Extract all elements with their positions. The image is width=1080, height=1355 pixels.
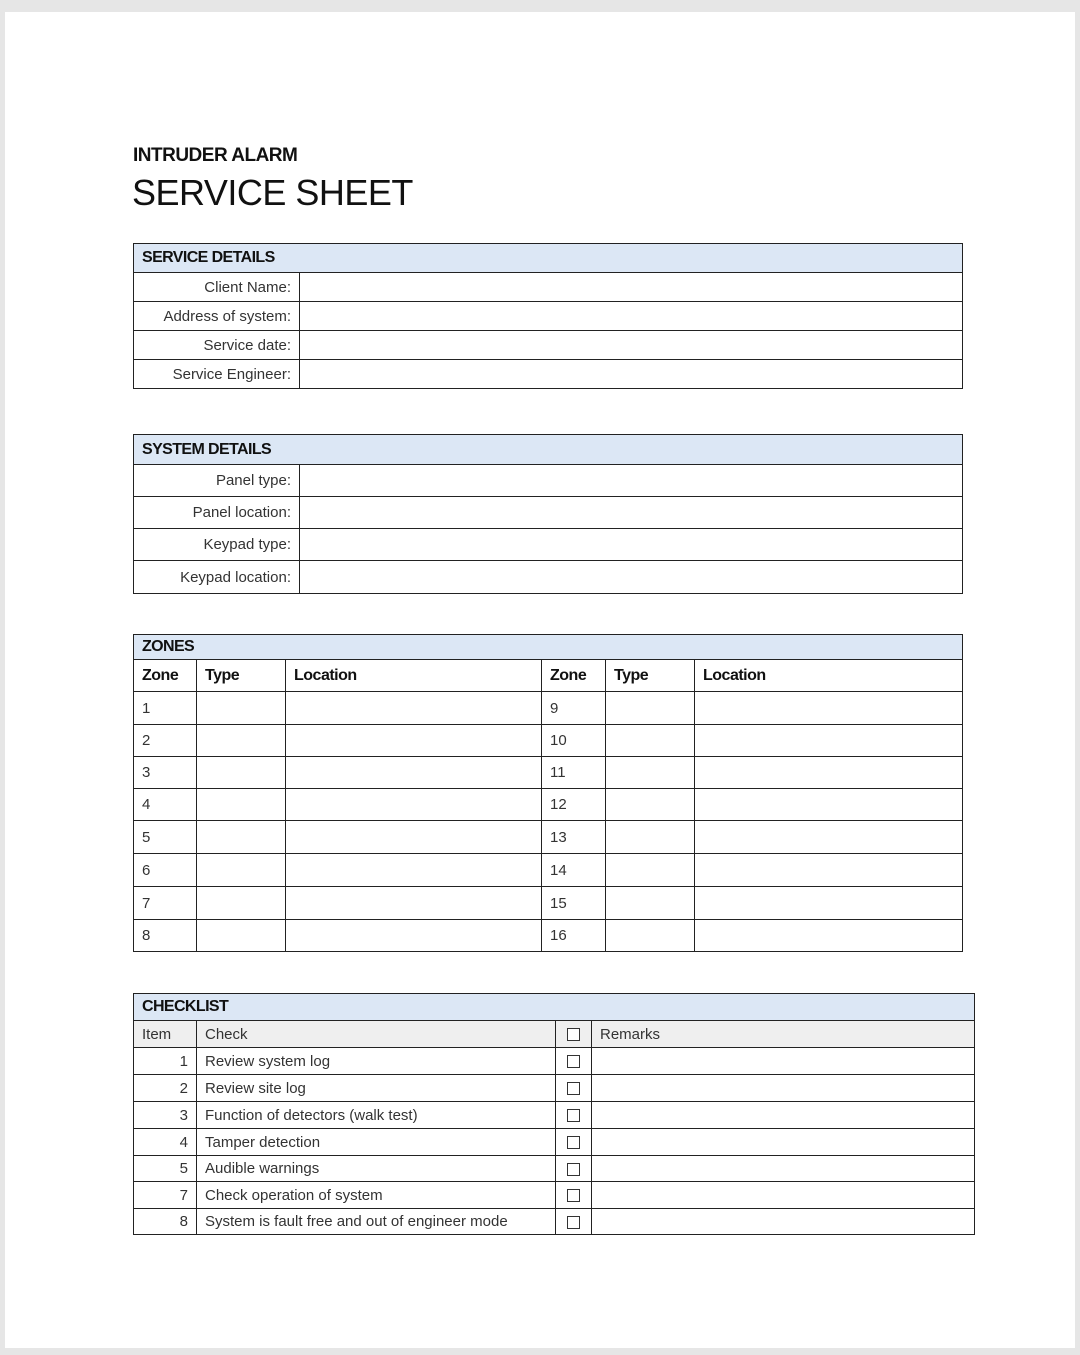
table-row [134, 789, 963, 821]
zone-number: 6 [134, 854, 197, 887]
zone-type-cell[interactable] [197, 920, 286, 952]
zone-number: 4 [134, 789, 197, 821]
zone-number: 9 [542, 692, 606, 725]
checkbox-column-header [556, 1021, 592, 1048]
table-row [134, 725, 963, 757]
checkbox-icon [567, 1028, 580, 1041]
checklist-row [134, 1129, 975, 1156]
panel-location-field[interactable] [300, 497, 963, 529]
client-name-label: Client Name: [134, 273, 300, 302]
zone-number: 10 [542, 725, 606, 757]
checklist-row [134, 1102, 975, 1129]
zone-number: 11 [542, 757, 606, 789]
item-number: 3 [134, 1102, 197, 1129]
zone-number: 7 [134, 887, 197, 920]
zone-column-header: Zone [542, 660, 606, 692]
zone-location-cell[interactable] [286, 887, 542, 920]
checklist-row [134, 1156, 975, 1182]
zone-location-cell[interactable] [695, 789, 963, 821]
keypad-type-label: Keypad type: [134, 529, 300, 561]
zone-type-cell[interactable] [606, 725, 695, 757]
remarks-cell[interactable] [592, 1129, 975, 1156]
service-details-table [133, 243, 963, 389]
zone-number: 1 [134, 692, 197, 725]
remarks-column-header: Remarks [592, 1021, 975, 1048]
zone-type-cell[interactable] [197, 854, 286, 887]
system-details-table [133, 434, 963, 594]
zone-location-cell[interactable] [695, 854, 963, 887]
check-text: System is fault free and out of engineer mode [197, 1209, 556, 1235]
remarks-cell[interactable] [592, 1209, 975, 1235]
zone-location-cell[interactable] [286, 854, 542, 887]
remarks-cell[interactable] [592, 1075, 975, 1102]
service-details-heading: SERVICE DETAILS [134, 244, 963, 273]
address-of-system-field[interactable] [300, 302, 963, 331]
checkbox[interactable] [567, 1163, 580, 1176]
checkbox[interactable] [567, 1055, 580, 1068]
checkbox[interactable] [567, 1109, 580, 1122]
item-number: 5 [134, 1156, 197, 1182]
location-column-header: Location [286, 660, 542, 692]
keypad-location-field[interactable] [300, 561, 963, 594]
zone-type-cell[interactable] [197, 887, 286, 920]
check-cell [556, 1075, 592, 1102]
checklist-row [134, 1182, 975, 1209]
zone-type-cell[interactable] [197, 692, 286, 725]
zone-type-cell[interactable] [197, 821, 286, 854]
zone-number: 15 [542, 887, 606, 920]
type-column-header: Type [606, 660, 695, 692]
client-name-field[interactable] [300, 273, 963, 302]
table-row [134, 920, 963, 952]
zone-number: 8 [134, 920, 197, 952]
panel-type-label: Panel type: [134, 465, 300, 497]
zone-type-cell[interactable] [197, 725, 286, 757]
zone-location-cell[interactable] [695, 920, 963, 952]
zone-number: 2 [134, 725, 197, 757]
panel-location-label: Panel location: [134, 497, 300, 529]
zone-type-cell[interactable] [606, 821, 695, 854]
checkbox[interactable] [567, 1082, 580, 1095]
remarks-cell[interactable] [592, 1102, 975, 1129]
checklist-table [133, 993, 975, 1235]
zones-heading: ZONES [134, 635, 963, 660]
check-cell [556, 1048, 592, 1075]
table-row [134, 887, 963, 920]
zone-number: 14 [542, 854, 606, 887]
zone-location-cell[interactable] [286, 821, 542, 854]
check-text: Review site log [197, 1075, 556, 1102]
zone-location-cell[interactable] [286, 789, 542, 821]
check-column-header: Check [197, 1021, 556, 1048]
zone-type-cell[interactable] [606, 854, 695, 887]
zone-type-cell[interactable] [606, 757, 695, 789]
document-subtitle: INTRUDER ALARM [133, 145, 298, 166]
zone-number: 13 [542, 821, 606, 854]
checkbox[interactable] [567, 1136, 580, 1149]
checklist-row [134, 1048, 975, 1075]
remarks-cell[interactable] [592, 1182, 975, 1209]
check-text: Review system log [197, 1048, 556, 1075]
keypad-type-field[interactable] [300, 529, 963, 561]
document-title: SERVICE SHEET [132, 172, 413, 213]
zone-location-cell[interactable] [695, 821, 963, 854]
zone-location-cell[interactable] [695, 887, 963, 920]
service-date-label: Service date: [134, 331, 300, 360]
zone-number: 16 [542, 920, 606, 952]
zone-type-cell[interactable] [197, 757, 286, 789]
location-column-header: Location [695, 660, 963, 692]
item-column-header: Item [134, 1021, 197, 1048]
check-text: Check operation of system [197, 1182, 556, 1209]
zone-location-cell[interactable] [286, 757, 542, 789]
checkbox[interactable] [567, 1189, 580, 1202]
check-text: Tamper detection [197, 1129, 556, 1156]
zone-type-cell[interactable] [197, 789, 286, 821]
zones-table [133, 634, 963, 952]
check-text: Function of detectors (walk test) [197, 1102, 556, 1129]
zone-column-header: Zone [134, 660, 197, 692]
check-cell [556, 1182, 592, 1209]
zone-number: 12 [542, 789, 606, 821]
item-number: 2 [134, 1075, 197, 1102]
zone-location-cell[interactable] [286, 692, 542, 725]
check-cell [556, 1209, 592, 1235]
check-cell [556, 1129, 592, 1156]
zone-number: 5 [134, 821, 197, 854]
type-column-header: Type [197, 660, 286, 692]
item-number: 1 [134, 1048, 197, 1075]
table-row [134, 821, 963, 854]
check-text: Audible warnings [197, 1156, 556, 1182]
system-details-heading: SYSTEM DETAILS [134, 435, 963, 465]
checklist-row [134, 1209, 975, 1235]
zone-location-cell[interactable] [695, 692, 963, 725]
zone-location-cell[interactable] [286, 725, 542, 757]
check-cell [556, 1102, 592, 1129]
table-row [134, 854, 963, 887]
checkbox[interactable] [567, 1216, 580, 1229]
remarks-cell[interactable] [592, 1048, 975, 1075]
remarks-cell[interactable] [592, 1156, 975, 1182]
item-number: 7 [134, 1182, 197, 1209]
zone-type-cell[interactable] [606, 887, 695, 920]
check-cell [556, 1156, 592, 1182]
zone-location-cell[interactable] [695, 757, 963, 789]
service-engineer-field[interactable] [300, 360, 963, 389]
zone-type-cell[interactable] [606, 692, 695, 725]
panel-type-field[interactable] [300, 465, 963, 497]
service-engineer-label: Service Engineer: [134, 360, 300, 389]
zone-number: 3 [134, 757, 197, 789]
item-number: 4 [134, 1129, 197, 1156]
checklist-row [134, 1075, 975, 1102]
address-of-system-label: Address of system: [134, 302, 300, 331]
item-number: 8 [134, 1209, 197, 1235]
table-row [134, 757, 963, 789]
service-date-field[interactable] [300, 331, 963, 360]
zone-location-cell[interactable] [695, 725, 963, 757]
zone-type-cell[interactable] [606, 789, 695, 821]
zone-type-cell[interactable] [606, 920, 695, 952]
keypad-location-label: Keypad location: [134, 561, 300, 594]
zone-location-cell[interactable] [286, 920, 542, 952]
table-row [134, 692, 963, 725]
checklist-heading: CHECKLIST [134, 994, 975, 1021]
